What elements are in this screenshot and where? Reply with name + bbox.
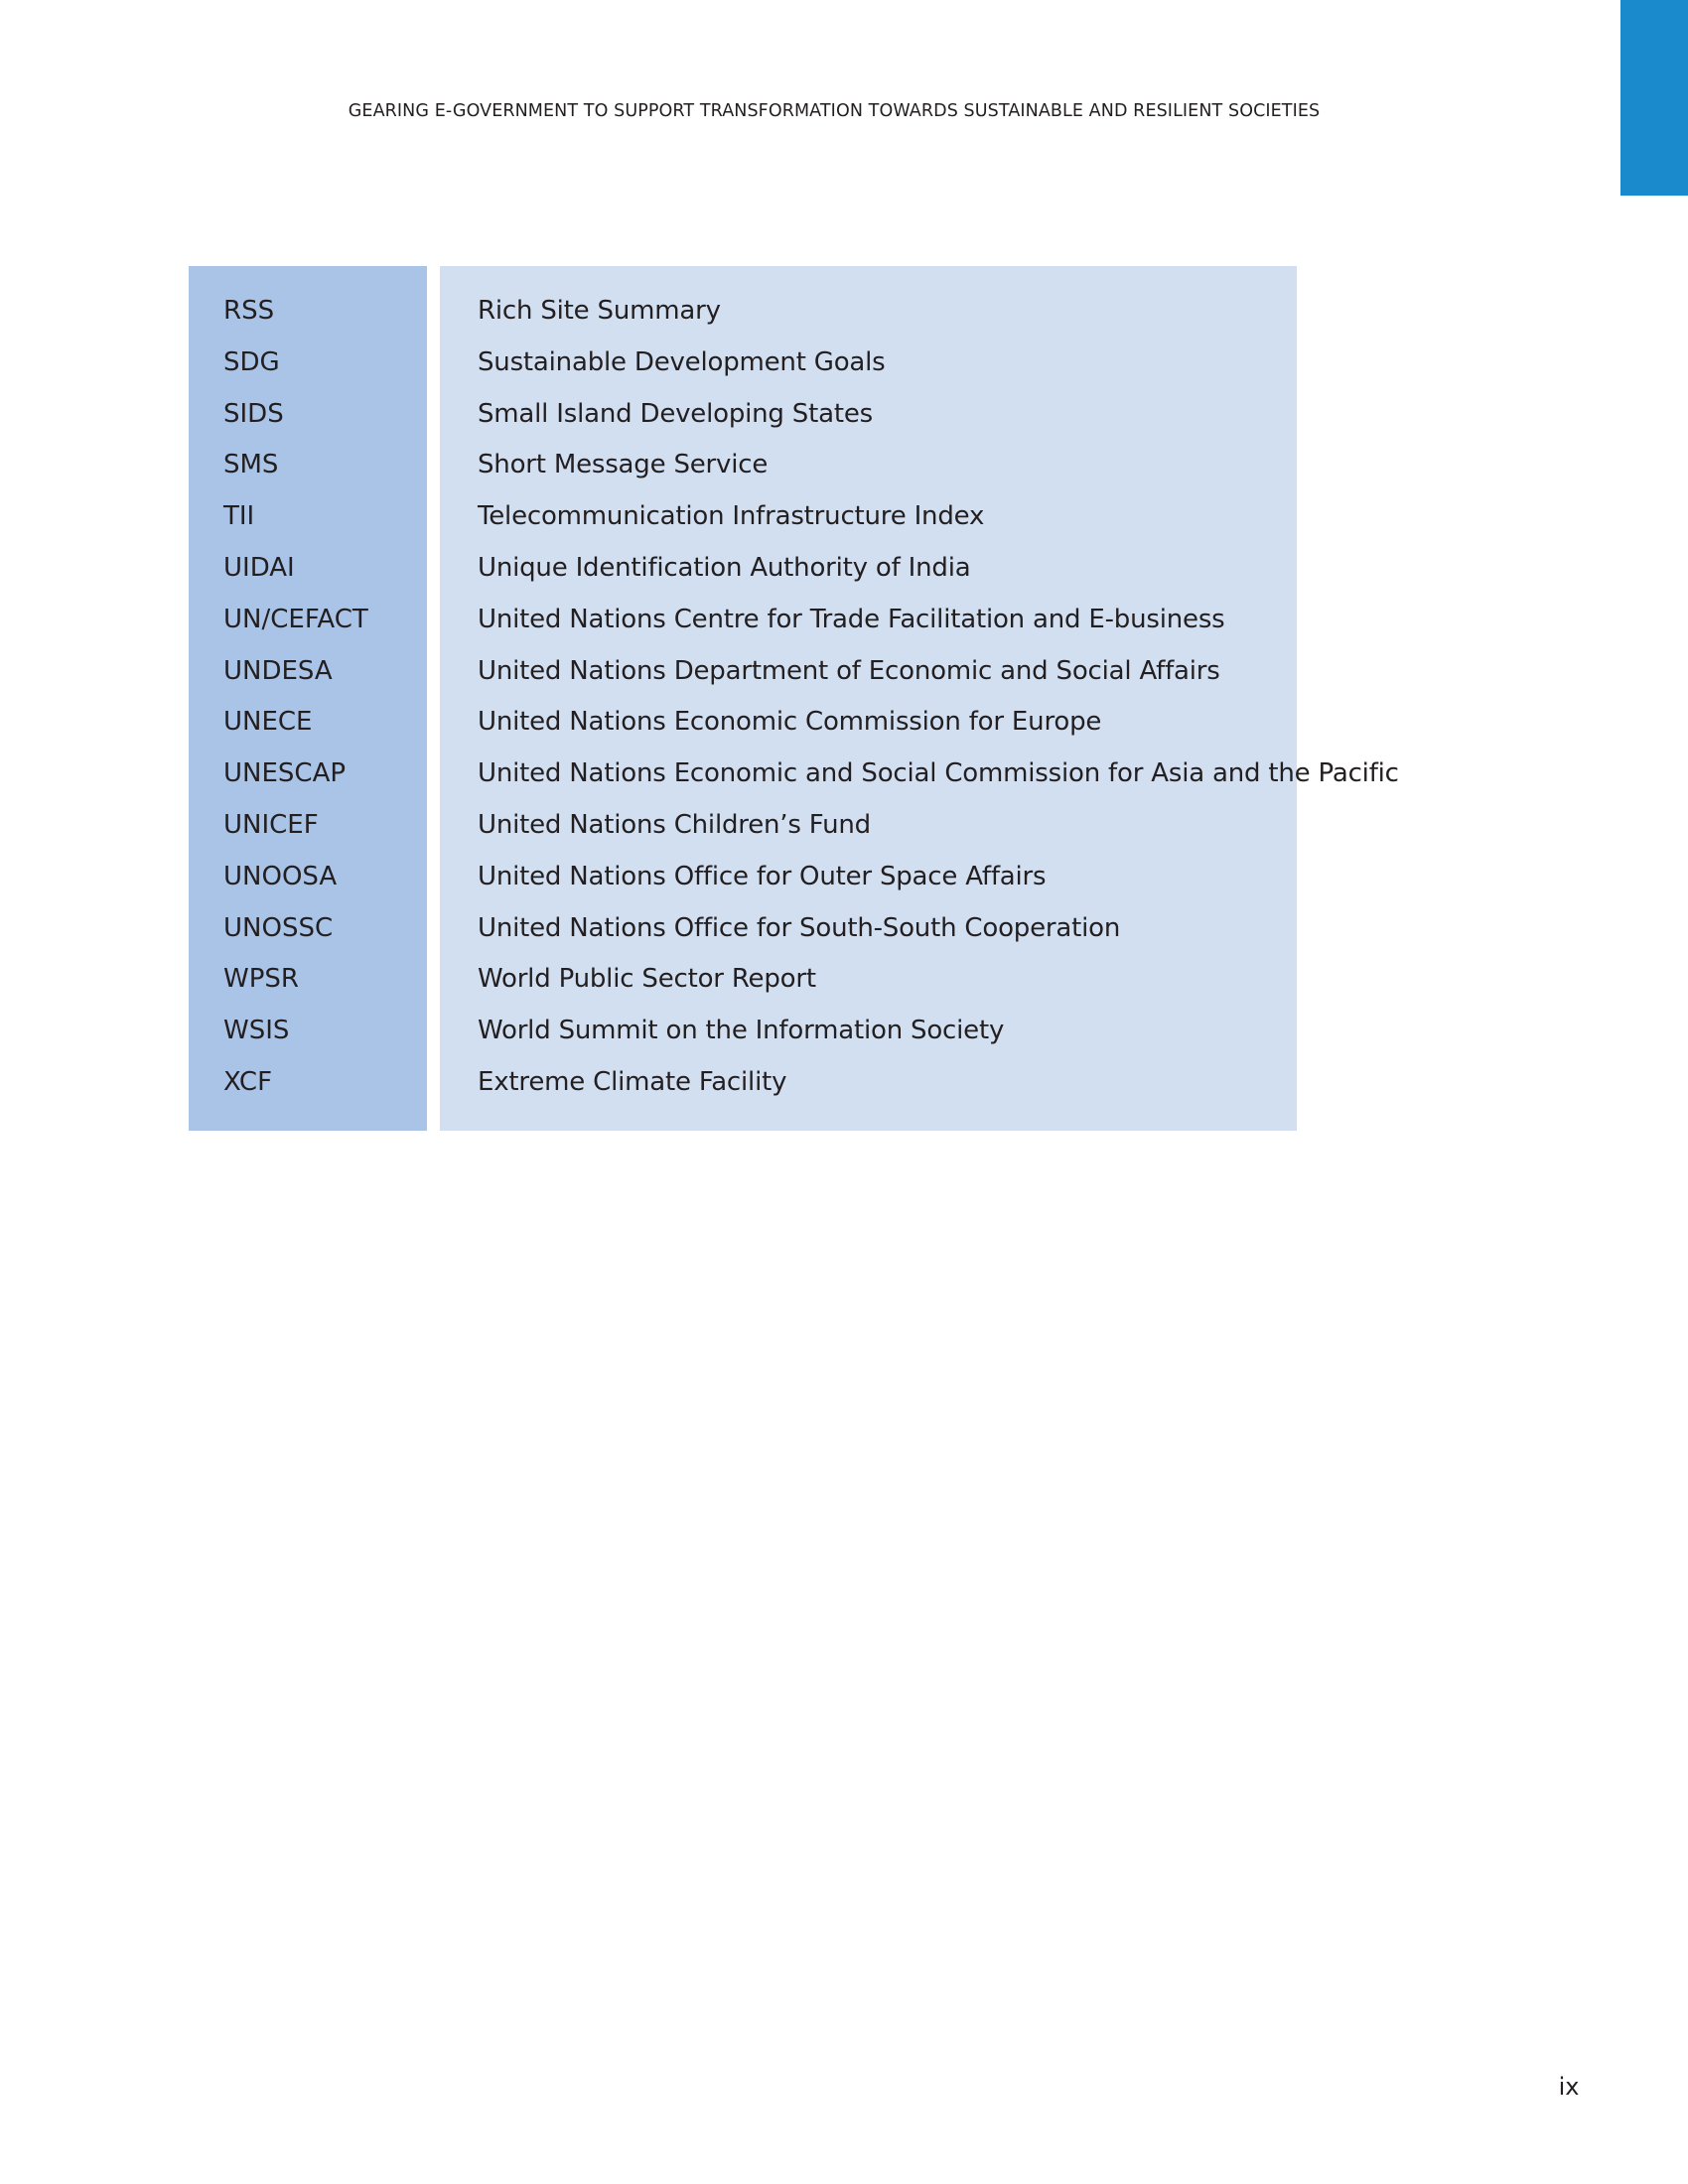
definition: United Nations Centre for Trade Facilitation and E-business <box>478 604 1225 634</box>
definition: United Nations Office for South-South Cooperation <box>478 912 1121 943</box>
definition: Rich Site Summary <box>478 296 721 326</box>
abbreviation: SDG <box>223 346 280 377</box>
definition: United Nations Department of Economic and Social Affairs <box>478 655 1220 686</box>
abbreviation: UNECE <box>223 707 313 738</box>
abbreviation: UNOOSA <box>223 861 338 891</box>
definition: World Public Sector Report <box>478 964 816 995</box>
definition: Sustainable Development Goals <box>478 346 886 377</box>
definition: Unique Identification Authority of India <box>478 552 971 583</box>
abbreviation-row <box>0 959 1688 1011</box>
abbreviation-row <box>0 548 1688 600</box>
page-number: ix <box>1558 2073 1580 2101</box>
definition: United Nations Office for Outer Space Affairs <box>478 861 1047 891</box>
abbreviation-row <box>0 805 1688 857</box>
abbreviation: SMS <box>223 450 279 480</box>
abbreviation-row <box>0 1062 1688 1114</box>
definition: United Nations Children’s Fund <box>478 809 871 840</box>
abbreviation-row <box>0 342 1688 394</box>
abbreviation-row <box>0 1011 1688 1062</box>
abbreviation-row <box>0 857 1688 908</box>
abbreviation: TII <box>223 501 255 532</box>
corner-color-tab <box>1620 0 1688 196</box>
abbreviation-row <box>0 445 1688 496</box>
abbreviation-row <box>0 394 1688 446</box>
definition: Small Island Developing States <box>478 398 873 429</box>
abbreviation: WPSR <box>223 964 299 995</box>
abbreviation-row <box>0 651 1688 703</box>
abbreviation: UNESCAP <box>223 758 347 789</box>
abbreviation: SIDS <box>223 398 284 429</box>
abbreviation-row <box>0 908 1688 960</box>
running-header: GEARING E-GOVERNMENT TO SUPPORT TRANSFORMATION TOWARDS SUSTAINABLE AND RESILIENT SOCIETIES <box>348 101 1321 121</box>
abbreviation: XCF <box>223 1066 273 1097</box>
abbreviation-row <box>0 600 1688 651</box>
abbreviation: UN/CEFACT <box>223 604 368 634</box>
abbreviation-row <box>0 291 1688 342</box>
abbreviation-row <box>0 702 1688 753</box>
definition: Telecommunication Infrastructure Index <box>478 501 985 532</box>
abbreviation: RSS <box>223 296 275 326</box>
abbreviation: UNOSSC <box>223 912 334 943</box>
definition: Short Message Service <box>478 450 769 480</box>
definition: World Summit on the Information Society <box>478 1016 1005 1046</box>
abbreviation-row <box>0 496 1688 548</box>
definition: United Nations Economic Commission for Europe <box>478 707 1102 738</box>
abbreviation-row <box>0 753 1688 805</box>
abbreviation: UNICEF <box>223 809 319 840</box>
definition: Extreme Climate Facility <box>478 1066 787 1097</box>
abbreviation: UIDAI <box>223 552 295 583</box>
abbreviation-list <box>0 291 1688 1114</box>
abbreviation: UNDESA <box>223 655 333 686</box>
definition: United Nations Economic and Social Commission for Asia and the Pacific <box>478 758 1399 789</box>
abbreviation: WSIS <box>223 1016 290 1046</box>
